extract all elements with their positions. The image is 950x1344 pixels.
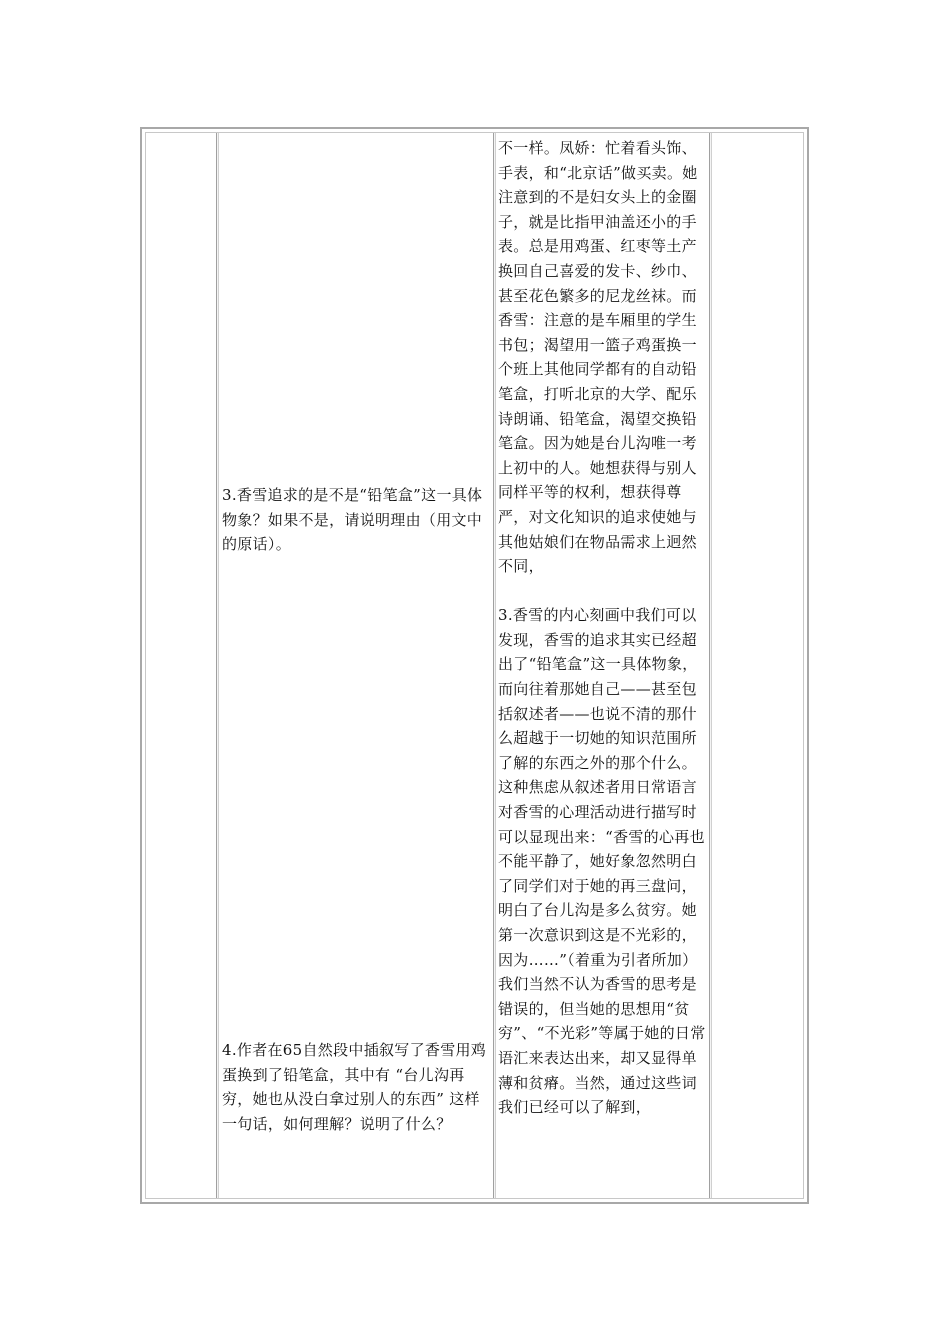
paragraph-gap — [498, 579, 710, 604]
content-table — [140, 127, 809, 1204]
answer-paragraph-2: 3.香雪的内心刻画中我们可以发现，香雪的追求其实已经超出了“铅笔盒”这一具体物象，而向往着那她自己——甚至包括叙述者——也说不清的那什么超越于一切她的知识范围所了解的东西之外的那个什么。这种焦虑从叙述者用日常语言对香雪的心理活动进行描写时可以显现出来：“香雪的心再也不能平静了，她好象忽然明白了同学们对于她的再三盘问，明白了台儿沟是多么贫穷。她第一次意识到这是不光彩的，因为……”（着重为引者所加）我们当然不认为香雪的思考是错误的，但当她的思想用“贫穷”、“不光彩”等属于她的日常语汇来表达出来，却又显得单薄和贫瘠。当然，通过这些词我们已经可以了解到， — [498, 606, 706, 1117]
question-3-text: 3.香雪追求的是不是“铅笔盒”这一具体物象？如果不是，请说明理由（用文中的原话）。 — [222, 486, 483, 554]
answer-paragraph-1: 不一样。凤娇：忙着看头饰、手表，和“北京话”做买卖。她注意到的不是妇女头上的金圈子，就是比指甲油盖还小的手表。总是用鸡蛋、红枣等土产换回自己喜爱的发卡、纱巾、甚至花色繁多的尼龙丝袜。而香雪：注意的是车厢里的学生书包；渴望用一篮子鸡蛋换一个班上其他同学都有的自动铅笔盒，打听北京的大学、配乐诗朗诵、铅笔盒，渴望交换铅笔盒。因为她是台儿沟唯一考上初中的人。她想获得与别人同样平等的权利，想获得尊严，对文化知识的追求使她与其他姑娘们在物品需求上迥然不同， — [498, 139, 698, 576]
table-cell-empty-left — [146, 133, 217, 1198]
question-4-text: 4.作者在65自然段中插叙写了香雪用鸡蛋换到了铅笔盒，其中有 “台儿沟再穷，她也从没白拿过别人的东西” 这样一句话，如何理解？说明了什么？ — [222, 1041, 487, 1133]
answer-text — [498, 136, 710, 1120]
table-cell-empty-right — [711, 133, 803, 1198]
table-inner-border — [145, 132, 804, 1199]
